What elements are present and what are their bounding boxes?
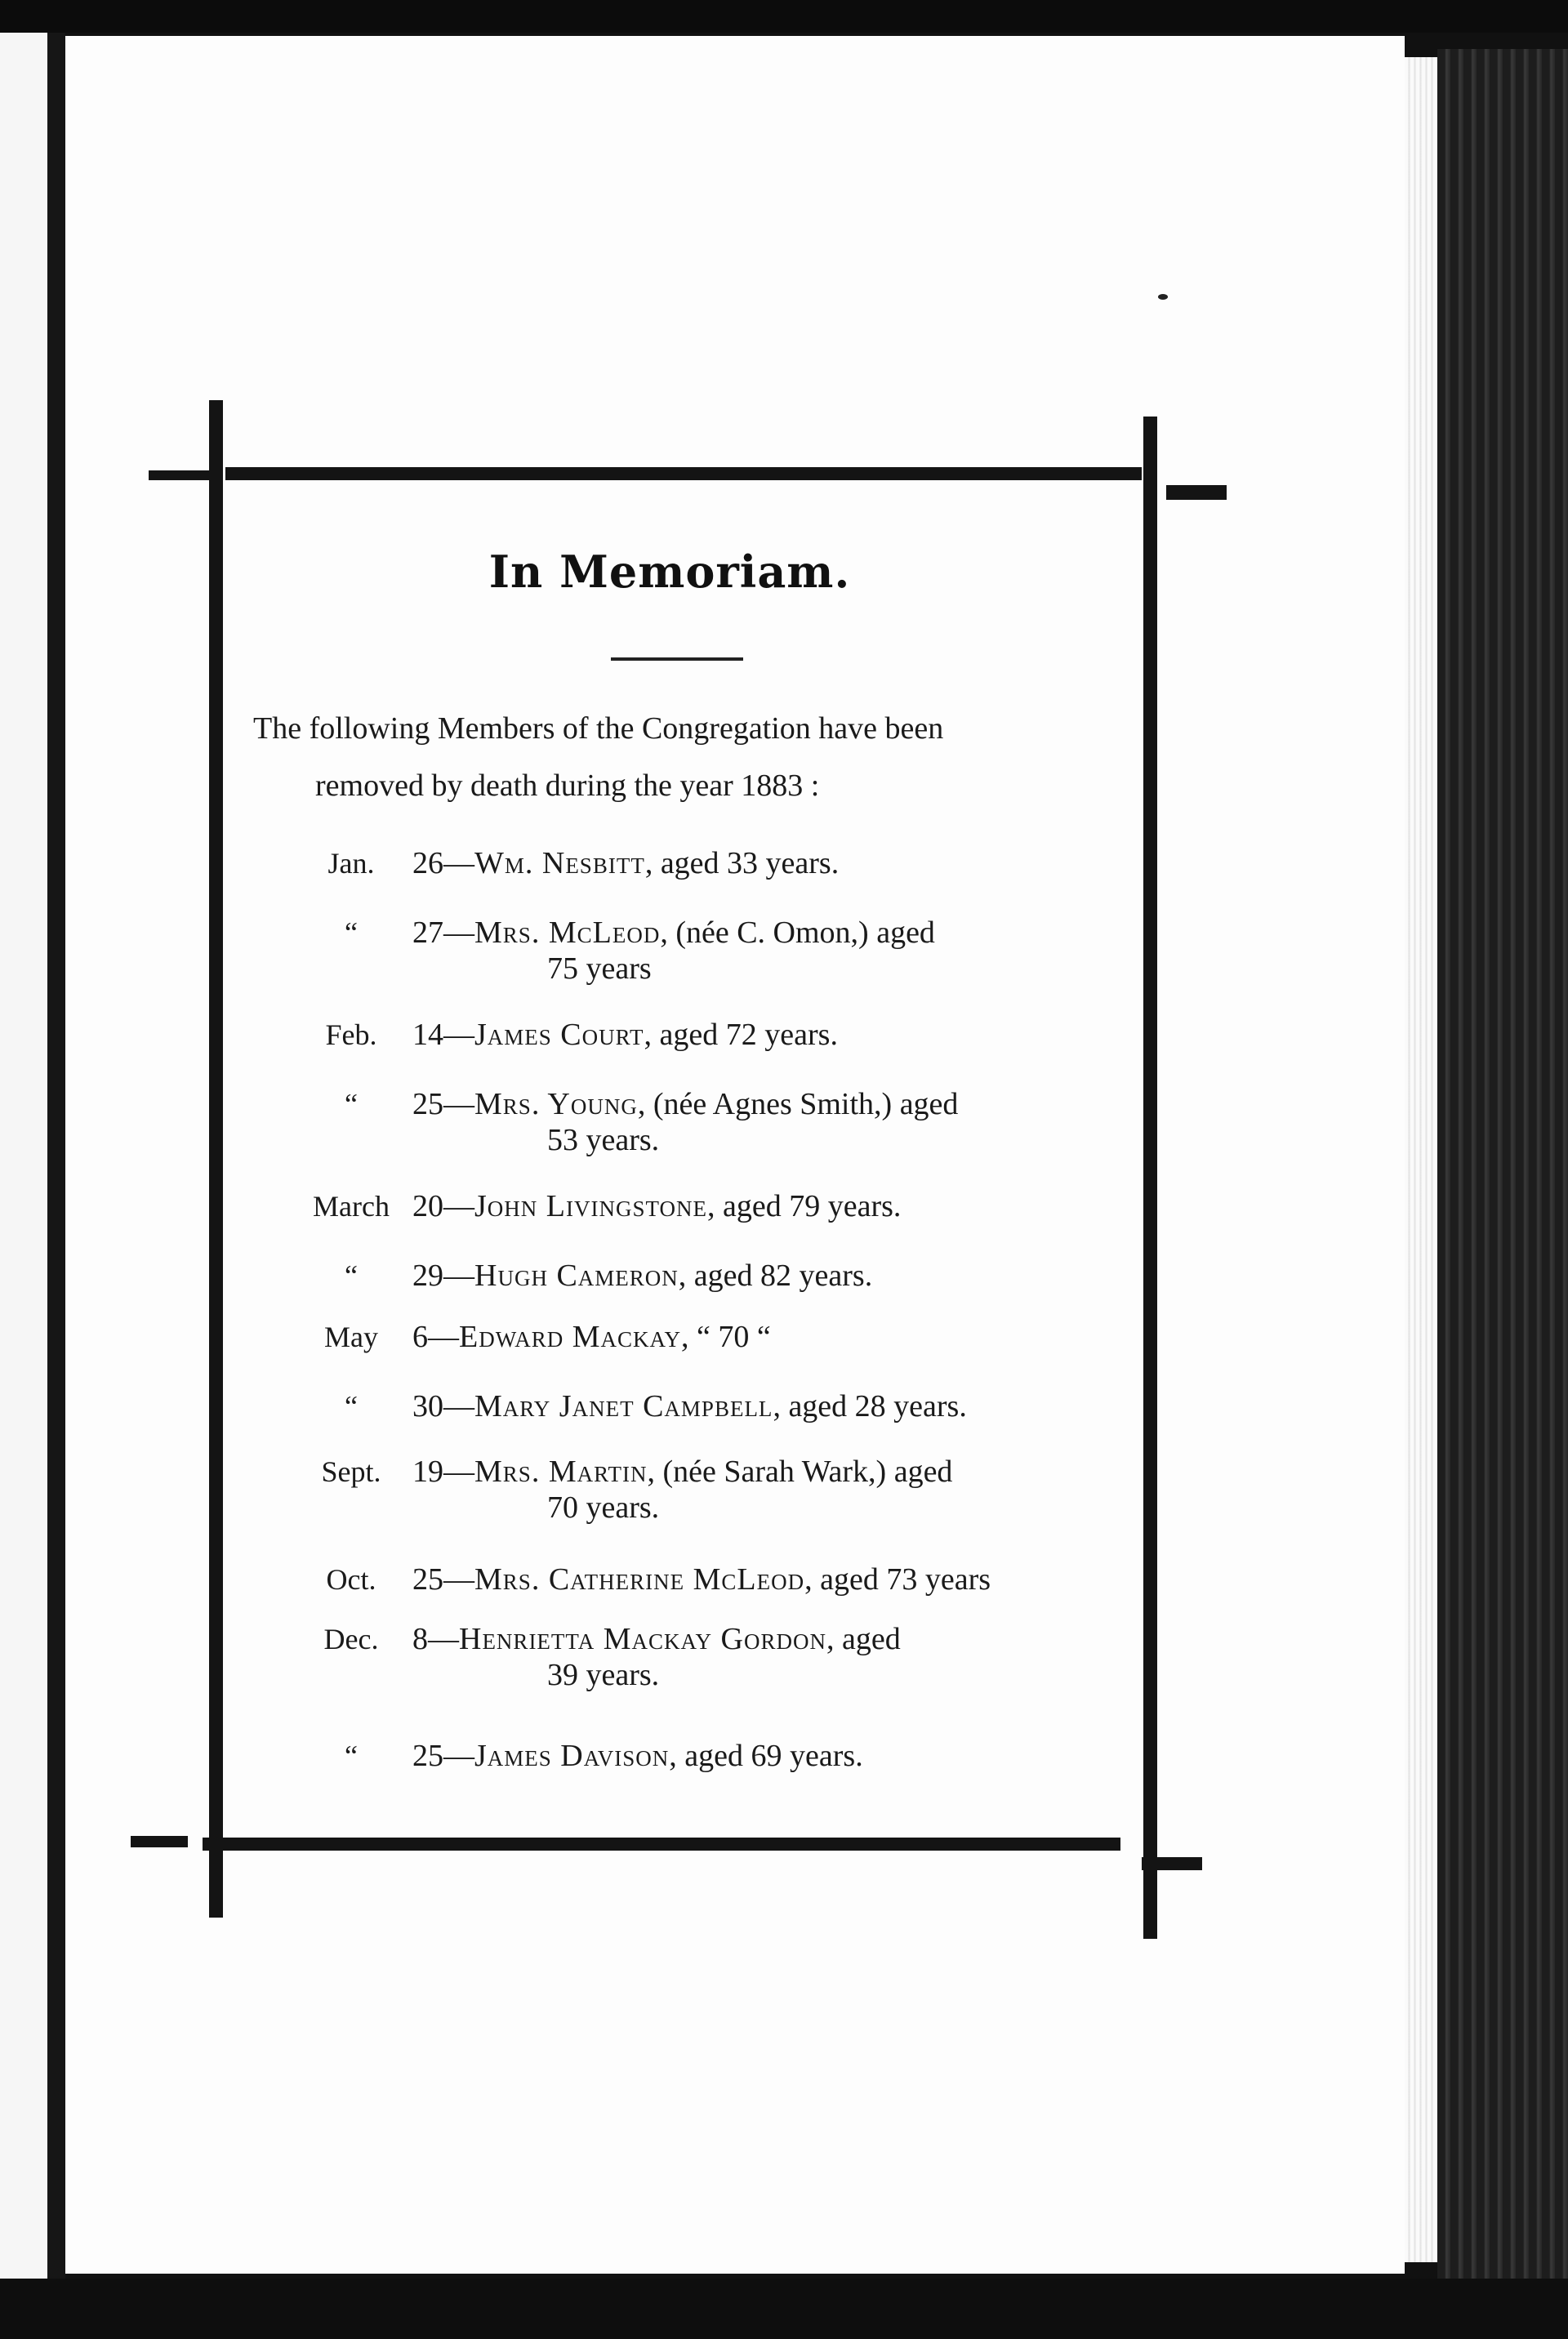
border-rule-left [209,400,223,1918]
entry-detail: , aged 72 years. [644,1018,838,1052]
entry-day: 8 [412,1622,428,1656]
entry-continuation: 39 years. [547,1658,660,1692]
scan-border-top [0,0,1568,33]
entry-month: Jan. [327,847,375,880]
entry-detail: , aged 33 years. [644,846,840,880]
entry-name: Mrs. Catherine McLeod [474,1562,805,1597]
ink-speck [1158,294,1168,300]
entry-month: Dec. [323,1623,379,1655]
border-rule-top-right-stub [1166,485,1227,500]
entry-month: Feb. [325,1018,377,1051]
entry-day: 27 [412,916,443,950]
entry-name: Wm. Nesbitt [474,846,645,880]
entry-name: Hugh Cameron [474,1259,679,1293]
border-rule-bottom-left-stub [131,1836,188,1847]
entry-detail: , (née Sarah Wark,) aged [647,1455,953,1489]
entry-day: 30 [412,1389,443,1423]
heading-divider [611,657,743,661]
entry-month: “ [345,1740,358,1772]
entry-text: 6—Edward Mackay, “ 70 “ [412,1320,771,1354]
book-spine-edge [1437,49,1568,2287]
entry-continuation: 70 years. [547,1490,660,1525]
entry-detail: , aged 28 years. [773,1389,967,1423]
entry-detail: , aged 69 years. [669,1739,863,1773]
entry-name: Mrs. Young [474,1087,638,1121]
entry-continuation: 75 years [547,951,652,986]
memorial-heading: In Memoriam. [488,546,851,598]
entry-day: 25 [412,1087,443,1121]
intro-line-2: removed by death during the year 1883 : [315,769,820,803]
entry-name: James Davison [474,1739,670,1773]
entry-text: 25—James Davison, aged 69 years. [412,1739,863,1773]
entry-name: Mrs. Martin [474,1455,648,1489]
scan-border-bottom [0,2279,1568,2339]
entry-month: May [324,1321,378,1353]
border-rule-right [1143,417,1157,1939]
entry-name: Mrs. McLeod [474,916,661,950]
entry-text: 20—John Livingstone, aged 79 years. [412,1189,902,1223]
entry-day: 25 [412,1739,443,1773]
entry-month: Oct. [326,1563,376,1596]
entry-text: 29—Hugh Cameron, aged 82 years. [412,1259,873,1293]
entry-text: 26—Wm. Nesbitt, aged 33 years. [412,846,840,880]
page-edges [1405,57,1437,2262]
entry-month: “ [345,1259,358,1292]
entry-detail: , aged 79 years. [706,1189,902,1223]
entry-text: 27—Mrs. McLeod, (née C. Omon,) aged [412,916,935,950]
entry-text: 8—Henrietta Mackay Gordon, aged [412,1622,901,1656]
entry-text: 25—Mrs. Catherine McLeod, aged 73 years [412,1562,991,1597]
entry-month: “ [345,1088,358,1120]
entry-name: James Court [474,1018,644,1052]
entry-detail: , “ 70 “ [681,1320,771,1354]
entry-text: 25—Mrs. Young, (née Agnes Smith,) aged [412,1087,959,1121]
entry-day: 26 [412,846,443,880]
entry-month: “ [345,916,358,949]
entry-month: March [313,1190,390,1223]
entry-day: 19 [412,1455,443,1489]
entry-detail: , aged 73 years [804,1562,991,1597]
border-rule-top-left-stub [149,470,211,480]
entry-continuation: 53 years. [547,1123,660,1157]
entry-name: Edward Mackay [459,1320,682,1354]
entry-month: “ [345,1390,358,1423]
entry-detail: , (née C. Omon,) aged [660,916,935,950]
entry-text: 14—James Court, aged 72 years. [412,1018,838,1052]
entry-name: John Livingstone [474,1189,707,1223]
entry-day: 20 [412,1189,443,1223]
entry-day: 29 [412,1259,443,1293]
entry-day: 25 [412,1562,443,1597]
entry-detail: , (née Agnes Smith,) aged [637,1087,959,1121]
entry-month: Sept. [321,1455,381,1488]
entry-name: Mary Janet Campbell [474,1389,773,1423]
entry-day: 14 [412,1018,443,1052]
border-rule-bottom [203,1838,1120,1851]
entry-text: 30—Mary Janet Campbell, aged 28 years. [412,1389,967,1423]
entry-day: 6 [412,1320,428,1354]
entry-name: Henrietta Mackay Gordon [459,1622,827,1656]
border-rule-top [225,467,1142,480]
intro-line-1: The following Members of the Congregation have been [253,711,944,746]
entry-detail: , aged [826,1622,901,1656]
book-gutter [47,33,65,2287]
left-page-edge [0,33,51,2287]
entry-text: 19—Mrs. Martin, (née Sarah Wark,) aged [412,1455,953,1489]
entry-detail: , aged 82 years. [678,1259,873,1293]
book-page [65,36,1405,2274]
